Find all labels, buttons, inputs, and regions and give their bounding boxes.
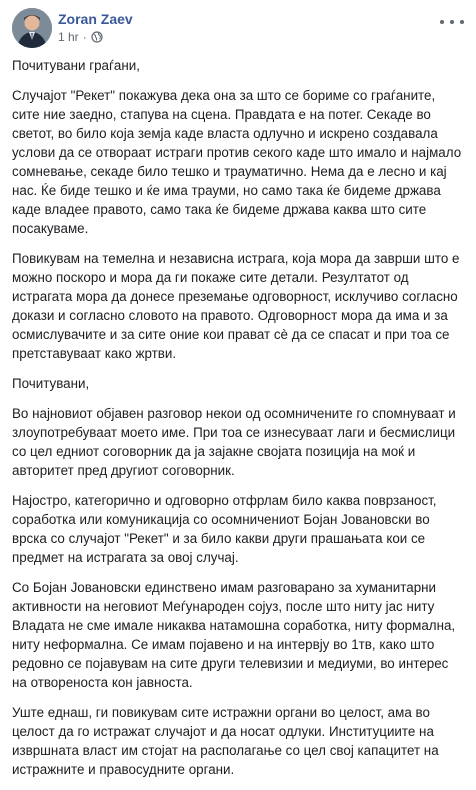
globe-icon[interactable]	[91, 31, 103, 43]
avatar[interactable]	[12, 8, 52, 48]
post-paragraph: Во најновиот објавен разговор некои од осомничените го спомнуваат и злоупотребуваат моето име. При тоа се изнесуваат лаги и бесмислици со цел едниот соговорник да ја зајакне својата позиција на моќ и авторитет пред другиот соговорник.	[12, 406, 456, 478]
author-name[interactable]: Zoran Zaev	[58, 11, 133, 27]
post-paragraph: Најостро, категорично и одговорно отфрлам било каква поврзаност, соработка или комуникација со осомничениот Бојан Јовановски во врска со случајот "Рекет" и за било какви други прашањата кои се предмет на истрагата за овој случај.	[12, 493, 437, 565]
post-paragraph: Случајот "Рекет" покажува дека она за што се бориме со граѓаните, сите ние заедно, стапува на сцена. Правдата е на потег. Секаде во светот, во било која земја каде власта одлучно и искрено создавала услови да се отвораат истраги против секого каде што имало и најмало сомневање, секаде било тешко и трауматично. Нема да е лесно и кај нас. Ќе биде тешко и ќе има трауми, но само така ќе бидеме држава каде владее правото, само така ќе бидеме држава каква што сите посакуваме.	[12, 88, 462, 236]
author-block	[58, 10, 133, 45]
dot	[440, 20, 444, 24]
dot	[450, 20, 454, 24]
post-paragraph: Со Бојан Јовановски единствено имам разговарано за хуманитарни активности на неговиот Меѓународен сојуз, после што ниту јас ниту Владата не сме имале никаква натамошна соработка, ниту формална, ниту неформална. Се имам појавено и на интервју во 1тв, како што редовно се појавувам на сите други телевизии и медиуми, во интерес на отвореноста кон јавноста.	[12, 580, 456, 690]
post-paragraph: Повикувам на темелна и независна истрага, која мора да заврши што е можно поскоро и мора да ги покаже сите детали. Резултатот од истрагата мора да донесе преземање одговорност, исклучиво согласно докази и согласно словото на правото. Одговорност мора да има и за осмислувачите и за сите оние кои прават сè да се спасат и при тоа се претставуваат како жртви.	[12, 251, 460, 361]
meta-separator: ·	[82, 30, 87, 44]
post-meta	[58, 29, 133, 45]
post-timestamp[interactable]: 1 hr	[58, 30, 79, 44]
post-paragraph: Уште еднаш, ги повикувам сите истражни органи во целост, ама во целост да го истражат случајот и да носат одлуки. Институциите на извршната власт им стојат на располагање со цел свој капацитет на истражните и правосудните органи.	[12, 705, 439, 777]
post-paragraph: Почитувани граѓани,	[12, 58, 140, 73]
post-paragraph: Почитувани,	[12, 376, 90, 391]
more-options-icon[interactable]	[440, 14, 464, 30]
post-body	[12, 56, 464, 790]
profile-photo	[12, 8, 52, 48]
dot	[460, 20, 464, 24]
post-header	[12, 6, 464, 54]
